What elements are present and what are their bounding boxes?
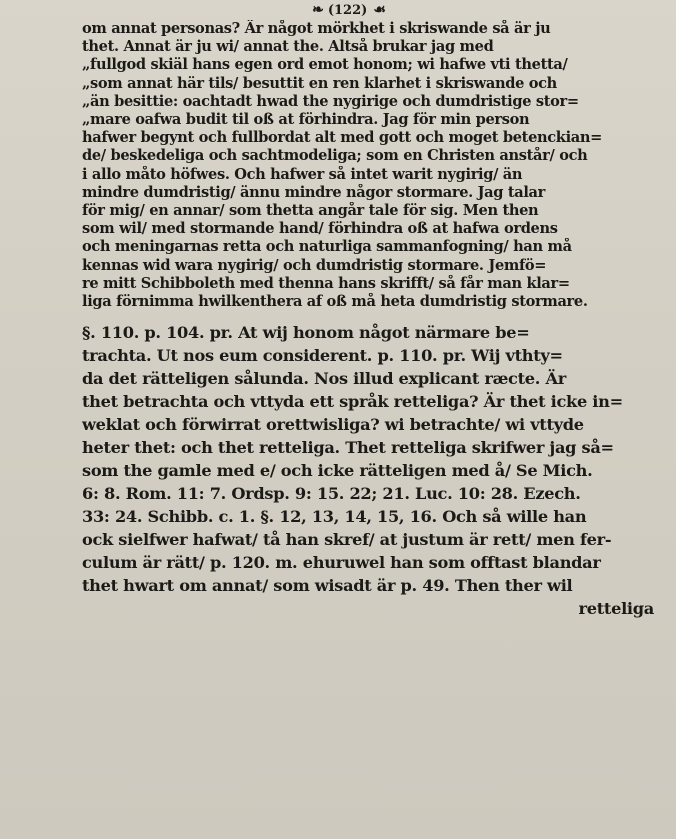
text-line: thet hwart om annat/ som wisadt är p. 49. Then ther wil (82, 576, 573, 596)
text-line: re mitt Schibboleth med thenna hans skrifft/ så får man klar= (82, 274, 570, 292)
text-line: hafwer begynt och fullbordat alt med gott och moget betenckian= (82, 129, 603, 147)
text-line: om annat personas? Är något mörkhet i skriswande så är ju (82, 20, 551, 37)
right-ornament-icon: ☙ (373, 2, 384, 18)
page-number: (122) (327, 2, 368, 18)
text-block-1 (82, 20, 654, 311)
text-line: ock sielfwer hafwat/ tå han skref/ at justum är rett/ men fer- (82, 530, 612, 550)
text-line: kennas wid wara nygirig/ och dumdristig stormare. Jemfö= (82, 256, 547, 274)
text-line: „mare oafwa budit til oß at förhindra. Jag för min person (82, 111, 530, 129)
text-line: weklat och förwirrat orettwisliga? wi betrachte/ wi vttyde (82, 415, 584, 435)
text-line: 33: 24. Schibb. c. 1. §. 12, 13, 14, 15, 16. Och så wille han (82, 507, 587, 527)
text-line: för mig/ en annar/ som thetta angår tale för sig. Men then (82, 202, 539, 220)
text-line: „fullgod skiäl hans egen ord emot honom; wi hafwe vti thetta/ (82, 56, 568, 74)
page-header (42, 2, 654, 18)
text-line: thet betrachta och vttyda ett språk retteliga? Är thet icke in= (82, 392, 623, 412)
text-block-2 (82, 321, 654, 620)
text-line: heter thet: och thet retteliga. Thet retteliga skrifwer jag så= (82, 438, 614, 458)
text-line: som wil/ med stormande hand/ förhindra oß at hafwa ordens (82, 220, 558, 238)
left-ornament-icon: ❧ (312, 2, 322, 18)
text-line: trachta. Ut nos eum considerent. p. 110. pr. Wij vthty= (82, 346, 563, 366)
text-line: de/ beskedeliga och sachtmodeliga; som en Christen anstår/ och (82, 147, 588, 165)
text-line: da det rätteligen sålunda. Nos illud explicant ræcte. Är (82, 369, 566, 389)
text-line: culum är rätt/ p. 120. m. ehuruwel han som offtast blandar (82, 553, 601, 573)
catchword: retteliga (578, 599, 654, 619)
text-line: liga förnimma hwilkenthera af oß må heta dumdristig stormare. (82, 293, 588, 311)
text-line: 6: 8. Rom. 11: 7. Ordsp. 9: 15. 22; 21. Luc. 10: 28. Ezech. (82, 484, 581, 504)
text-line: thet. Annat är ju wi/ annat the. Altså brukar jag med (82, 38, 494, 56)
text-line: „än besittie: oachtadt hwad the nygirige och dumdristige stor= (82, 92, 579, 110)
text-line: som the gamle med e/ och icke rätteligen med å/ Se Mich. (82, 461, 593, 481)
text-line: i allo måto höfwes. Och hafwer så intet warit nygirig/ än (82, 165, 523, 183)
text-line: mindre dumdristig/ ännu mindre någor stormare. Jag talar (82, 183, 546, 201)
text-line: „som annat här tils/ besuttit en ren klarhet i skriswande och (82, 74, 557, 92)
text-line: §. 110. p. 104. pr. At wij honom något närmare be= (82, 323, 530, 343)
text-line: och meningarnas retta och naturliga sammanfogning/ han må (82, 238, 572, 256)
